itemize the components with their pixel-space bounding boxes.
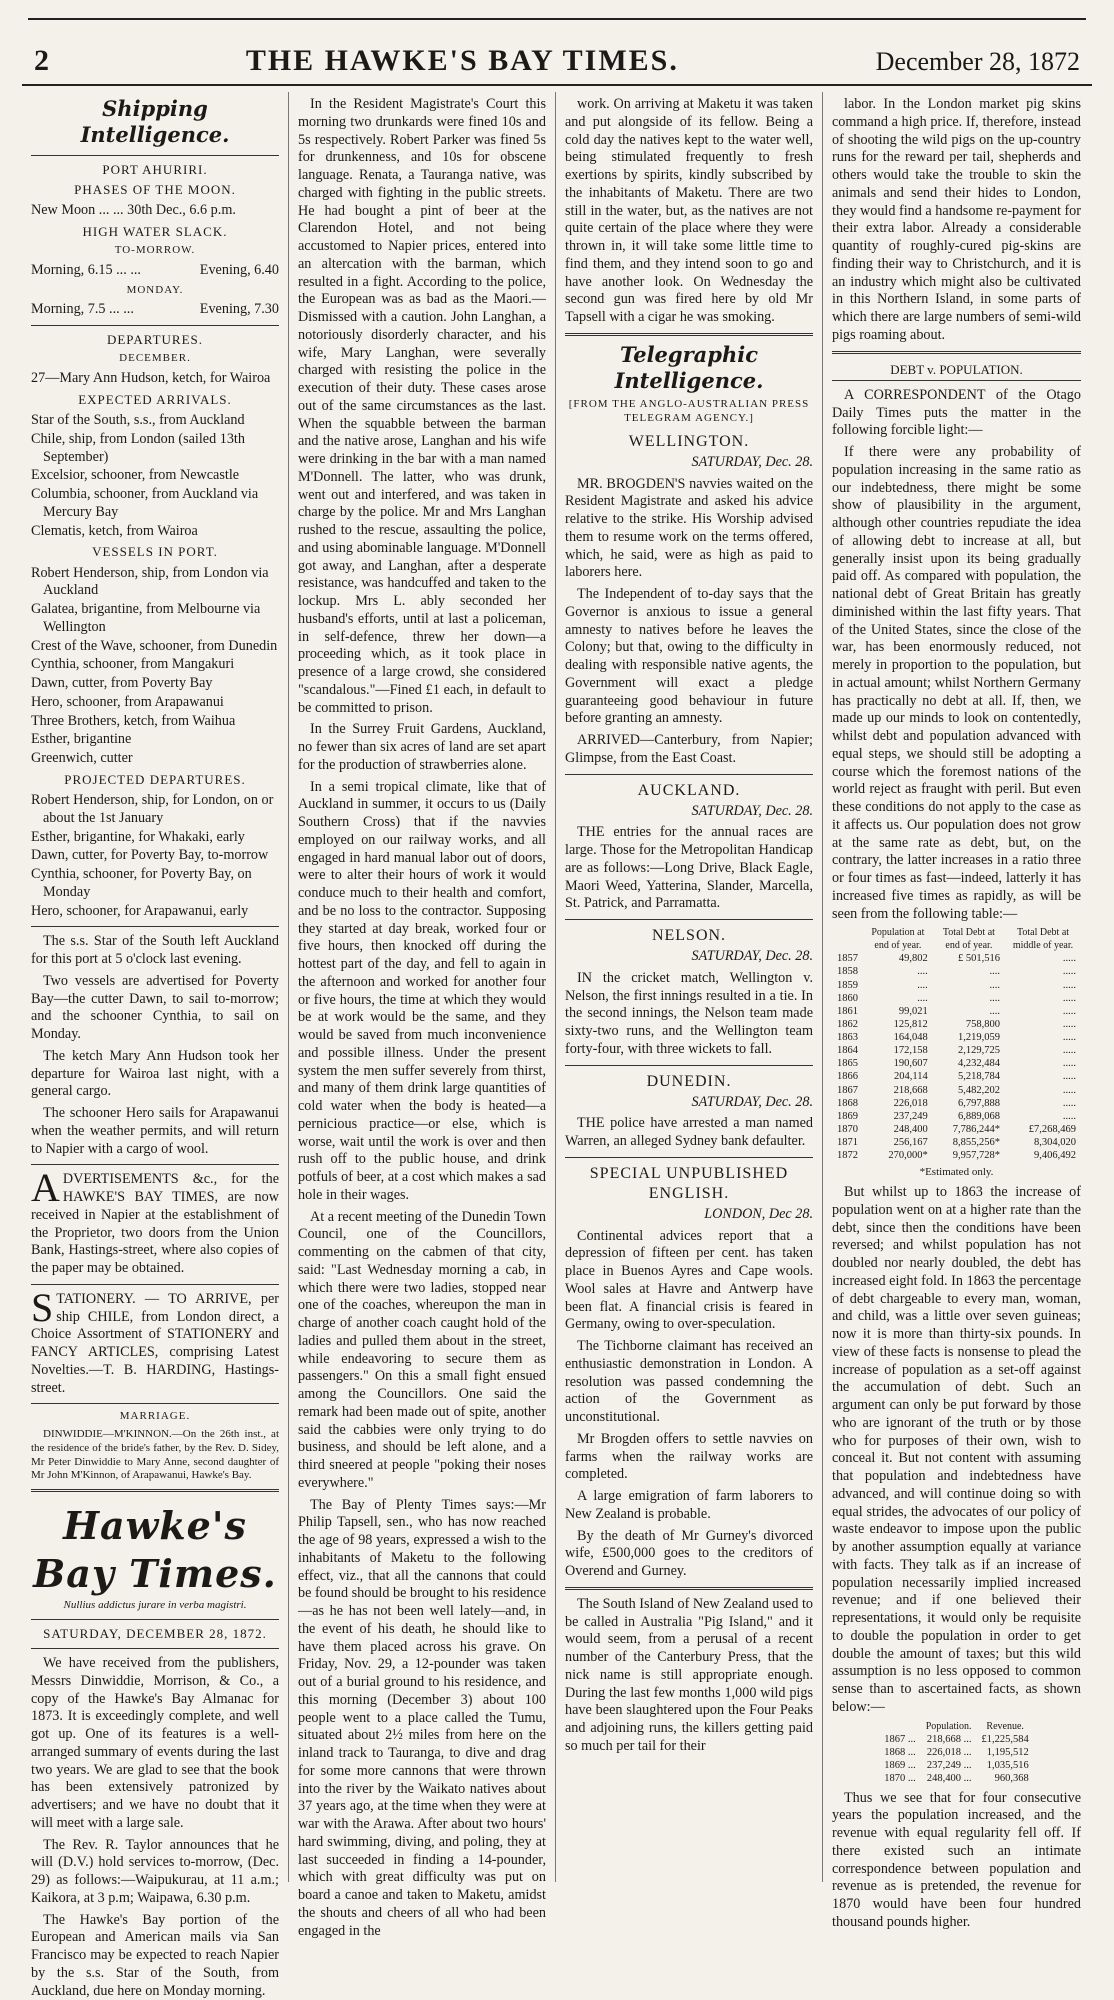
table-cell: ..... xyxy=(1005,992,1081,1005)
issue-date: December 28, 1872 xyxy=(876,47,1080,77)
dateline: SATURDAY, Dec. 28. xyxy=(565,454,813,472)
news-para: MR. BROGDEN'S navvies waited on the Resident Magistrate and asked his advice relative to the strike. His Worship advised them to resume work on the terms offered, which, he said, were as high as paid to laborers here. xyxy=(565,476,813,583)
tide-row-1: Morning, 6.15 ... ... Evening, 6.40 xyxy=(31,262,279,280)
newspaper-title: THE HAWKE'S BAY TIMES. xyxy=(246,44,679,78)
table-cell: £7,268,469 xyxy=(1005,1123,1081,1136)
shipping-para: The schooner Hero sails for Arapawanui when the weather permits, and will return to Napier with a cargo of wool. xyxy=(31,1105,279,1158)
table-row xyxy=(832,1005,1081,1018)
table-cell: 5,218,784 xyxy=(933,1070,1005,1083)
vessels-heading: VESSELS IN PORT. xyxy=(31,544,279,560)
table-cell: 7,786,244* xyxy=(933,1123,1005,1136)
article-para: labor. In the London market pig skins command a high price. If, therefore, instead of shooting the wild pigs on the up-country runs for the reward per tail, shepherds and others would take the trouble to skin the animals and send their hides to London, they would find a handsome re-payment for their extra labor. Already a considerable quantity of roughly-cured pig-skins are finding their way to Christchurch, and it is an industry which might also be cultivated in this Northern Island, in some parts of which there are large numbers of semi-wild pigs roaming about. xyxy=(832,96,1081,345)
table-row xyxy=(832,952,1081,965)
article-para: In a semi tropical climate, like that of Auckland in summer, it occurs to us (Daily Southern Cross) that if the navvies employed on our railway works, and all engaged in hard manual labor out of doors, were to alter their hours of work it would conduce much to their health and comfort, and be no loss to the contractor. Supposing they started at day break, worked four or five hours, then knocked off during the hottest part of the day, and fell to again in the afternoon and worked for another four or five hours, the time at which they would be at work would be the same, and they would be saved from much inconvenience and possible illness. Under the present system the men suffer severely from thirst, and many of them drink large quantities of cold water when the body is heated—a pernicious practice—or else, which is worse, wait until the work is over and then rush off to the public house, and drink potfuls of beer, at a cost which makes a sad hole in their wages. xyxy=(298,779,546,1205)
news-para: THE police have arrested a man named Warren, an alleged Sydney bank defaulter. xyxy=(565,1115,813,1151)
shipping-para: The ketch Mary Ann Hudson took her departure for Wairoa last night, with a general cargo. xyxy=(31,1048,279,1101)
table-cell: 1864 xyxy=(832,1044,863,1057)
editorial-para: The Hawke's Bay portion of the European and American mails via San Francisco may be expected to reach Napier by the s.s. Star of the South, from Auckland, due here on Monday morning. xyxy=(31,1912,279,2000)
list-item: Cynthia, schooner, for Poverty Bay, on Monday xyxy=(31,866,279,902)
table-cell: 2,129,725 xyxy=(933,1044,1005,1057)
debt-table: Population at end of year. Total Debt at end of year. Total Debt at middle of year. 1857 49,802 £ 501,516 ..... 1858 .... .... ..... 1859 .... .... ..... 1860 .... .... ..... 1861 99,021 .... ..... 1862 125,812 758,800 ..... 1863 164,048 1,219,059 ..... 1864 172,158 2,129,725 ..... 1865 190,607 4,232,484 ..... 1866 204,114 5,218,784 ..... 1867 218,668 5,482,202 ..... 1868 226,018 6,797,888 ..... 1869 237,249 6,889,068 ..... 1870 248,400 7,786,244* £7,268,469 1871 256,167 8,855,256* 8,304,020 1872 270,000* 9,957,728* 9,406,492 xyxy=(832,927,1081,1162)
list-item: Greenwich, cutter xyxy=(31,750,279,768)
table-row xyxy=(832,1110,1081,1123)
table-cell: 1868 xyxy=(832,1097,863,1110)
editorial-para: The Rev. R. Taylor announces that he will (D.V.) hold services to-morrow, (Dec. 29) as follows:—Waipukurau, at 11 a.m.; Kaikora, at 3 p.m; Waipawa, 6.30 p.m. xyxy=(31,1837,279,1908)
table-cell: ..... xyxy=(1005,1018,1081,1031)
article-para: At a recent meeting of the Dunedin Town Council, one of the Councillors, commenting on the cabmen of that city, said: "Last Wednesday morning a cab, in which there were two ladies, stopped near one of the coaches, whereupon the man in charge of another coach caught hold of the ladies and pulled them about in the street, while endeavoring to secure them as passengers." On this a small fight ensued among the Councillors. One said the remark had been made out of spite, another said the cabbies were only trying to do business, and should be left alone, and a third sneered at people "poking their noses everywhere." xyxy=(298,1209,546,1493)
table-cell: 1,195,512 xyxy=(977,1746,1034,1759)
december-label: DECEMBER. xyxy=(31,352,279,366)
table-cell: ..... xyxy=(1005,1031,1081,1044)
list-item: Clematis, ketch, from Wairoa xyxy=(31,523,279,541)
table-cell: 1869 xyxy=(832,1110,863,1123)
table-cell: 49,802 xyxy=(863,952,933,965)
table-cell: 1870 xyxy=(832,1123,863,1136)
table-cell: .... xyxy=(933,992,1005,1005)
article-para: Thus we see that for four consecutive years the population increased, and the revenue with equal regularity fell off. If there existed such an intimate correspondence between population and revenue as is pretended, the revenue for 1870 would have been four hundred thousand pounds higher. xyxy=(832,1790,1081,1932)
table-cell: 270,000* xyxy=(863,1149,933,1162)
news-para: The Independent of to-day says that the Governor is anxious to issue a general amnesty to natives before he leaves the Colony; but that, owing to the difficulty in dealing with responsible native agents, the Government will exact a pledge guaranteeing good behaviour in future before granting an amnesty. xyxy=(565,586,813,728)
list-item: Cynthia, schooner, from Mangakuri xyxy=(31,656,279,674)
article-para: But whilst up to 1863 the increase of population went on at a higher rate than the debt, since then the conditions have been reversed; and whilst population has not doubled nor nearly doubled, the debt has increased eight fold. In 1863 the percentage of debt chargeable to every man, woman, and child, was a little over seven guineas; now it is more than thirty-six pounds. In view of these facts is nonsense to plead the increase of population as a set-off against the accumulation of debt. Such an argument can only be put forward by those who are ignorant of the truth or by those who for purposes of their own, wish to conceal it. But not content with assuming that population and indebtedness have advanced, and will continue doing so with equal strides, the advocates of our policy of waste endeavor to impose upon the public by another assumption equally at variance with facts. They talk as if an increase of population necessarily implied increased revenue; and if one believed their representations, it would only be requisite to double the population in order to get double the amount of taxes; but this wild assumption is no less opposed to common sense than to ascertained facts, as shown below:— xyxy=(832,1184,1081,1717)
place-heading: WELLINGTON. xyxy=(565,432,813,452)
table-cell: .... xyxy=(863,965,933,978)
table-cell: 190,607 xyxy=(863,1057,933,1070)
table-row xyxy=(832,1097,1081,1110)
column-4 xyxy=(823,92,1090,1882)
table-cell: 4,232,484 xyxy=(933,1057,1005,1070)
column-1 xyxy=(22,92,289,1882)
table-row xyxy=(879,1759,1034,1772)
marriage-notice: DINWIDDIE—M'KINNON.—On the 26th inst., at the residence of the bride's father, by the Rev. D. Sidey, Mr Peter Dinwiddie to Mary Anne, second daughter of Mr John M'Kinnon, of Arapawanui, Hawke's Bay. xyxy=(31,1428,279,1483)
high-water-heading: HIGH WATER SLACK. xyxy=(31,224,279,240)
table-cell: 237,249 xyxy=(863,1110,933,1123)
advertisement: STATIONERY. — TO ARRIVE, per ship CHILE, from London direct, a Choice Assortment of STATIONERY and FANCY ARTICLES, comprising Latest Novelties.—T. B. HARDING, Hastings-street. xyxy=(31,1291,279,1398)
table-cell: ..... xyxy=(1005,1070,1081,1083)
table-cell: ..... xyxy=(1005,1044,1081,1057)
table-cell: 1866 xyxy=(832,1070,863,1083)
table-cell: 8,855,256* xyxy=(933,1136,1005,1149)
table-cell: 1871 xyxy=(832,1136,863,1149)
table-row xyxy=(832,1123,1081,1136)
list-item: Star of the South, s.s., from Auckland xyxy=(31,412,279,430)
table-cell: 218,668 xyxy=(863,1084,933,1097)
table-cell: 1,219,059 xyxy=(933,1031,1005,1044)
list-item: Chile, ship, from London (sailed 13th September) xyxy=(31,431,279,467)
table-cell: ..... xyxy=(1005,1097,1081,1110)
table-cell: ..... xyxy=(1005,952,1081,965)
table-cell: 248,400 ... xyxy=(921,1772,977,1785)
table-cell: 226,018 xyxy=(863,1097,933,1110)
table-cell: 204,114 xyxy=(863,1070,933,1083)
table-cell: .... xyxy=(933,1005,1005,1018)
table-row xyxy=(832,1044,1081,1057)
table-cell: 125,812 xyxy=(863,1018,933,1031)
page-header xyxy=(22,28,1092,86)
list-item: Dawn, cutter, from Poverty Bay xyxy=(31,675,279,693)
list-item: Hero, schooner, for Arapawanui, early xyxy=(31,903,279,921)
article-para: In the Resident Magistrate's Court this morning two drunkards were fined 10s and 5s respectively. Robert Parker was fined 5s for drunkenness, and 10s for obscene language. Renata, a Tauranga native, was charged with fighting in the public streets. He had bought a pint of beer at the Clarendon Hotel, and not being accustomed to Napier prices, entered into an altercation with the barman, which resulted in a fight. According to the police, the European was as bad as the Maori.—Dismissed with a caution. John Langhan, a notoriously disorderly character, and his wife, Mary Langhan, were severally charged with resisting the police in the execution of their duty. These cases arose out of the same circumstances as the last. When the squabble between the barman and the native arose, Langhan and his wife were drinking in the bar with a man named M'Donnell. The latter, who was drunk, went out and interfered, and was taken in charge by the police. Mr and Mrs Langhan rushed to the rescue, assaulting the police, and using abominable language. M'Donnell got away, and Langhan, after a desperate resistance, was handcuffed and taken to the lockup. Mrs L. ably seconded her husband's efforts, until at last a policeman, in self-defence, threw her down—a proceeding which, as it took place in presence of a large crowd, she considered "scandalous."—Fined £1 each, in default to be committed to prison. xyxy=(298,96,546,717)
table-row xyxy=(832,1084,1081,1097)
list-item: Robert Henderson, ship, from London via Auckland xyxy=(31,565,279,601)
article-para: A CORRESPONDENT of the Otago Daily Times puts the matter in the following forcible light:— xyxy=(832,387,1081,440)
list-item: Columbia, schooner, from Auckland via Mercury Bay xyxy=(31,486,279,522)
page-number: 2 xyxy=(34,44,49,78)
article-para: The South Island of New Zealand used to be called in Australia "Pig Island," and it would seem, from a perusal of a recent number of the Canterbury Press, that the nick name is still appropriate enough. During the last few months 1,000 wild pigs have been slaughtered upon the Four Peaks and adjoining runs, the killers getting paid so much per tail for their xyxy=(565,1596,813,1756)
list-item: Galatea, brigantine, from Melbourne via Wellington xyxy=(31,601,279,637)
table-cell: 248,400 xyxy=(863,1123,933,1136)
article-para: work. On arriving at Maketu it was taken and put alongside of its fellow. Being a cold day the natives kept to the water well, being stimulated frequently to fresh exertions by spirits, kindly subscribed by the inhabitants of Maketu. There are two still in the water, but, as the natives are not quite certain of the place where they were thrown in, it will take some little time to find them, and they intend soon to go and have another look. On Wednesday the second gun was fired here by old Mr Tapsell with a cigar he was smoking. xyxy=(565,96,813,327)
table-cell: .... xyxy=(863,992,933,1005)
revenue-table: Population. Revenue. 1867 ... 218,668 ... £1,225,584 1868 ... 226,018 ... 1,195,512 1869 ... 237,249 ... 1,035,516 1870 ... 248,400 ... 960,368 xyxy=(879,1721,1034,1786)
table-cell: 1,035,516 xyxy=(977,1759,1034,1772)
table-cell: 172,158 xyxy=(863,1044,933,1057)
tide-row-2: Morning, 7.5 ... ... Evening, 7.30 xyxy=(31,301,279,319)
phases-heading: PHASES OF THE MOON. xyxy=(31,182,279,198)
table-cell: 960,368 xyxy=(977,1772,1034,1785)
list-item: Excelsior, schooner, from Newcastle xyxy=(31,467,279,485)
dateline: SATURDAY, Dec. 28. xyxy=(565,1094,813,1112)
table-cell: ..... xyxy=(1005,979,1081,992)
port-heading: PORT AHURIRI. xyxy=(31,162,279,178)
table-row xyxy=(832,1136,1081,1149)
dateline: SATURDAY, Dec. 28. xyxy=(565,803,813,821)
table-row xyxy=(832,1018,1081,1031)
list-item: Esther, brigantine, for Whakaki, early xyxy=(31,829,279,847)
table-row xyxy=(832,1149,1081,1162)
debt-heading: DEBT v. POPULATION. xyxy=(832,360,1081,381)
table-cell: 226,018 ... xyxy=(921,1746,977,1759)
table-cell: 1857 xyxy=(832,952,863,965)
table-row xyxy=(832,965,1081,978)
table-row xyxy=(832,992,1081,1005)
table-cell: ..... xyxy=(1005,1057,1081,1070)
table-cell: 1869 ... xyxy=(879,1759,921,1772)
departures-heading: DEPARTURES. xyxy=(31,332,279,348)
table-cell: .... xyxy=(933,979,1005,992)
column-2 xyxy=(289,92,556,1882)
table-cell: 164,048 xyxy=(863,1031,933,1044)
editorial-dateline: SATURDAY, DECEMBER 28, 1872. xyxy=(31,1626,279,1642)
news-para: IN the cricket match, Wellington v. Nelson, the first innings resulted in a tie. In the second innings, the Nelson team made sixty-two runs, and the Wellington team forty-four, with three wickets to fall. xyxy=(565,970,813,1059)
special-heading: SPECIAL UNPUBLISHED ENGLISH. xyxy=(565,1164,813,1204)
table-row xyxy=(879,1772,1034,1785)
table-cell: ..... xyxy=(1005,1005,1081,1018)
marriage-heading: MARRIAGE. xyxy=(31,1410,279,1424)
table-row xyxy=(879,1733,1034,1746)
table-cell: 1865 xyxy=(832,1057,863,1070)
table-cell: 1859 xyxy=(832,979,863,992)
table-cell: £ 501,516 xyxy=(933,952,1005,965)
place-heading: AUCKLAND. xyxy=(565,781,813,801)
table-cell: 1862 xyxy=(832,1018,863,1031)
table-row xyxy=(832,1070,1081,1083)
table-cell: 1870 ... xyxy=(879,1772,921,1785)
table-cell: ..... xyxy=(1005,1110,1081,1123)
news-para: Continental advices report that a depression of fifteen per cent. has taken place in Buenos Ayres and Cape wools. Wool sales at Havre and Antwerp have been flat. A financial crisis is feared in Germany, owing to over-speculation. xyxy=(565,1228,813,1335)
table-cell: ..... xyxy=(1005,965,1081,978)
news-para: The Tichborne claimant has received an enthusiastic demonstration in London. A resolution was passed condemning the action of the Government as unconstitutional. xyxy=(565,1338,813,1427)
article-para: In the Surrey Fruit Gardens, Auckland, no fewer than six acres of land are set apart for the production of strawberries alone. xyxy=(298,721,546,774)
masthead: Hawke's Bay Times. xyxy=(31,1502,279,1597)
list-item: Crest of the Wave, schooner, from Dunedin xyxy=(31,638,279,656)
list-item: Three Brothers, ketch, from Waihua xyxy=(31,713,279,731)
shipping-heading: Shipping Intelligence. xyxy=(31,96,279,149)
table-cell: 1858 xyxy=(832,965,863,978)
phases-line: New Moon ... ... 30th Dec., 6.6 p.m. xyxy=(31,202,279,220)
article-para: If there were any probability of population increasing in the same ratio as our indebtedness, there might be some show of plausibility in the argument, although other countries repudiate the idea of allowing debt to increase at all, but generally insist upon its being gradually paid off. As compared with population, the national debt of Great Britain has greatly diminished within the last fifty years. That of the United States, since the close of the war, has been enormously reduced, not merely in proportion to the population, but in actual amount; whilst Northern Germany has practically no debt at all. If, then, we made up our minds to look on contentedly, whilst debt and population advanced with equal steps, we should still be adopting a course which the foremost nations of the world reject as fraught with peril. But even these conditions do not apply to the case as it affects us. Our population does not grow at the same rate as debt, but, on the contrary, the latter increases in a ratio three or four times as fast—indeed, latterly it has increased five times as rapidly, as will be seen from the following table:— xyxy=(832,444,1081,923)
table-cell: 8,304,020 xyxy=(1005,1136,1081,1149)
table-cell: 237,249 ... xyxy=(921,1759,977,1772)
table-cell: 1872 xyxy=(832,1149,863,1162)
table-cell: 1863 xyxy=(832,1031,863,1044)
table-cell: 758,800 xyxy=(933,1018,1005,1031)
table-row xyxy=(832,979,1081,992)
top-rule xyxy=(28,18,1086,20)
table-cell: 218,668 ... xyxy=(921,1733,977,1746)
table-cell: 5,482,202 xyxy=(933,1084,1005,1097)
table-cell: 256,167 xyxy=(863,1136,933,1149)
table-cell: 1868 ... xyxy=(879,1746,921,1759)
table-cell: ..... xyxy=(1005,1084,1081,1097)
table-cell: 9,957,728* xyxy=(933,1149,1005,1162)
column-3 xyxy=(556,92,823,1882)
table-cell: 1861 xyxy=(832,1005,863,1018)
table-row xyxy=(879,1746,1034,1759)
expected-heading: EXPECTED ARRIVALS. xyxy=(31,392,279,408)
projected-heading: PROJECTED DEPARTURES. xyxy=(31,772,279,788)
table-cell: 1867 ... xyxy=(879,1733,921,1746)
list-item: Hero, schooner, from Arapawanui xyxy=(31,694,279,712)
editorial-para: We have received from the publishers, Messrs Dinwiddie, Morrison, & Co., a copy of the Hawke's Bay Almanac for 1873. It is exceedingly complete, and well got up. One of its features is a well-arranged summary of events during the last two years. We are glad to see that the book has been extensively patronized by advertisers; and we have no doubt that it will meet with a large sale. xyxy=(31,1655,279,1833)
news-para: THE entries for the annual races are large. Those for the Metropolitan Handicap are as follows:—Long Drive, Black Eagle, Maori Weed, Yatterina, Slander, Marcella, St. Patrick, and Parramatta. xyxy=(565,824,813,913)
list-item: Esther, brigantine xyxy=(31,731,279,749)
shipping-para: The s.s. Star of the South left Auckland for this port at 5 o'clock last evening. xyxy=(31,933,279,969)
tomorrow-label: TO-MORROW. xyxy=(31,244,279,258)
table-cell: 1867 xyxy=(832,1084,863,1097)
place-heading: NELSON. xyxy=(565,926,813,946)
shipping-para: Two vessels are advertised for Poverty Bay—the cutter Dawn, to sail to-morrow; and the schooner Cynthia, to sail on Monday. xyxy=(31,973,279,1044)
table-cell: .... xyxy=(863,979,933,992)
telegraphic-subheading: [FROM THE ANGLO-AUSTRALIAN PRESS TELEGRAM AGENCY.] xyxy=(565,398,813,426)
table-cell: 1860 xyxy=(832,992,863,1005)
news-para: A large emigration of farm laborers to New Zealand is probable. xyxy=(565,1488,813,1524)
place-heading: DUNEDIN. xyxy=(565,1072,813,1092)
table-row xyxy=(832,1031,1081,1044)
table-cell: .... xyxy=(933,965,1005,978)
news-para: By the death of Mr Gurney's divorced wife, £500,000 goes to the creditors of Overend and Gurney. xyxy=(565,1528,813,1581)
advertisement: ADVERTISEMENTS &c., for the HAWKE'S BAY TIMES, are now received in Napier at the establishment of the Proprietor, two doors from the Union Bank, Hastings-street, where also copies of the paper may be obtained. xyxy=(31,1171,279,1278)
columns xyxy=(22,92,1092,1882)
table-cell: 9,406,492 xyxy=(1005,1149,1081,1162)
telegraphic-heading: Telegraphic Intelligence. xyxy=(565,342,813,395)
dateline: LONDON, Dec 28. xyxy=(565,1206,813,1224)
news-para: ARRIVED—Canterbury, from Napier; Glimpse, from the East Coast. xyxy=(565,732,813,768)
list-item: Dawn, cutter, for Poverty Bay, to-morrow xyxy=(31,847,279,865)
table-note: *Estimated only. xyxy=(832,1166,1081,1180)
departure-item: 27—Mary Ann Hudson, ketch, for Wairoa xyxy=(31,370,279,388)
table-cell: £1,225,584 xyxy=(977,1733,1034,1746)
news-para: Mr Brogden offers to settle navvies on farms when the railway works are completed. xyxy=(565,1431,813,1484)
table-row xyxy=(832,1057,1081,1070)
table-cell: 99,021 xyxy=(863,1005,933,1018)
motto: Nullius addictus jurare in verba magistri. xyxy=(31,1599,279,1613)
list-item: Robert Henderson, ship, for London, on or about the 1st January xyxy=(31,792,279,828)
table-cell: 6,889,068 xyxy=(933,1110,1005,1123)
table-cell: 6,797,888 xyxy=(933,1097,1005,1110)
monday-label: MONDAY. xyxy=(31,284,279,298)
dateline: SATURDAY, Dec. 28. xyxy=(565,948,813,966)
article-para: The Bay of Plenty Times says:—Mr Philip Tapsell, sen., who has now reached the age of 98 years, expressed a wish to the inhabitants of Maketu to the following effect, viz., that all the cannons that could be found should be brought to his residence—as he has not been well lately—and, in the event of his death, he should like to have them placed across his grave. On Friday, Nov. 29, a 12-pounder was taken out of a burial ground to his residence, and this morning (December 3) about 100 people went to a place called the Tumu, situated about 2½ miles from here on the inland track to Tauranga, to dive and drag for some more cannons that were thrown into the river by the Waikato natives about 37 years ago, at the time when they were at war with the Arawa. After about two hours' hard swimming, diving, and poling, they at last succeeded in finding a 14-pounder, which with great difficulty was put on board a canoe and taken to Maketu, amidst the shouts and cheers of all who had been engaged in the xyxy=(298,1497,546,1941)
